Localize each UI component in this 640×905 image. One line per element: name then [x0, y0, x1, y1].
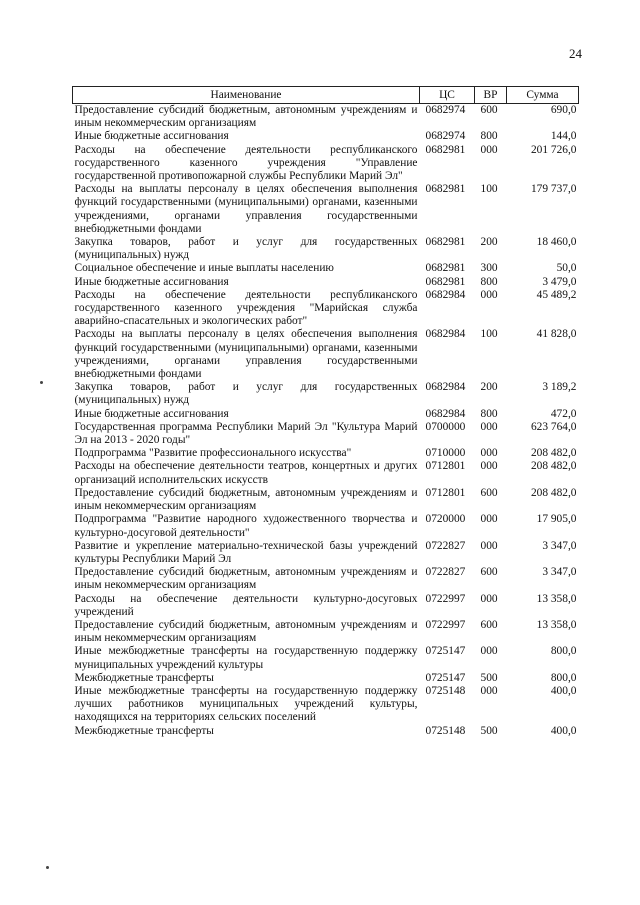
table-row	[73, 593, 579, 619]
table-row	[73, 421, 579, 447]
row-sum-cell: 690,0	[550, 104, 577, 116]
row-vr-cell: 800	[480, 275, 498, 288]
row-name-cell: Иные бюджетные ассигнования	[74, 407, 229, 420]
row-name-cell: Предоставление субсидий бюджетным, автономным учреждениям и иным некоммерческим организациям	[74, 618, 418, 645]
row-name-cell: Предоставление субсидий бюджетным, автономным учреждениям и иным некоммерческим организациям	[74, 486, 418, 513]
row-sum-cell: 208 482,0	[530, 486, 577, 499]
table-row	[73, 236, 579, 262]
row-sum-cell: 18 460,0	[536, 236, 577, 249]
row-cs-cell: 0682981	[425, 262, 466, 275]
table-row	[73, 381, 579, 407]
scan-speck	[46, 866, 49, 869]
table-row	[73, 289, 579, 329]
row-cs-cell: 0722997	[425, 618, 466, 631]
row-sum-cell: 800,0	[550, 645, 577, 658]
table-row	[73, 619, 579, 645]
table-row	[73, 262, 579, 275]
row-cs-cell: 0682981	[425, 143, 466, 156]
row-vr-cell: 000	[480, 420, 498, 433]
row-cs-cell: 0682984	[425, 328, 466, 341]
row-sum-cell: 50,0	[556, 262, 577, 275]
row-vr-cell: 000	[480, 645, 498, 658]
row-cs-cell: 0682984	[425, 288, 466, 301]
budget-table	[72, 86, 579, 738]
row-sum-cell: 3 189,2	[542, 381, 577, 394]
table-row	[73, 460, 579, 486]
row-vr-cell: 000	[480, 447, 498, 460]
row-vr-cell: 600	[480, 104, 498, 116]
table-row	[73, 144, 579, 184]
row-sum-cell: 144,0	[550, 130, 577, 143]
row-name-cell: Предоставление субсидий бюджетным, автономным учреждениям и иным некоммерческим организациям	[74, 566, 418, 592]
row-cs-cell: 0682984	[425, 381, 466, 394]
row-vr-cell: 000	[480, 460, 498, 473]
row-vr-cell: 500	[480, 724, 498, 737]
row-vr-cell: 500	[480, 671, 498, 684]
row-cs-cell: 0712801	[425, 486, 466, 499]
table-row	[73, 104, 579, 131]
row-vr-cell: 600	[480, 566, 498, 579]
row-sum-cell: 201 726,0	[530, 143, 577, 156]
table-row	[73, 672, 579, 685]
row-sum-cell: 45 489,2	[536, 288, 577, 301]
row-sum-cell: 400,0	[550, 684, 577, 697]
row-vr-cell: 000	[480, 288, 498, 301]
row-sum-cell: 13 358,0	[536, 592, 577, 605]
row-sum-cell: 472,0	[550, 407, 577, 420]
row-name-cell: Развитие и укрепление материально-технической базы учреждений культуры Республики Марий Эл	[74, 539, 418, 565]
row-cs-cell: 0682974	[425, 130, 466, 143]
row-cs-cell: 0725147	[425, 671, 466, 684]
row-name-cell: Иные бюджетные ассигнования	[74, 130, 229, 143]
scan-speck	[40, 381, 43, 384]
row-vr-cell: 000	[480, 684, 498, 697]
table-row	[73, 725, 579, 738]
row-vr-cell: 300	[480, 262, 498, 275]
row-name-cell: Иные бюджетные ассигнования	[74, 275, 229, 288]
row-vr-cell: 100	[480, 183, 498, 196]
row-cs-cell: 0722997	[425, 592, 466, 605]
row-name-cell: Государственная программа Республики Марий Эл "Культура Марий Эл на 2013 - 2020 годы"	[74, 420, 418, 447]
row-name-cell: Межбюджетные трансферты	[74, 724, 214, 737]
table-row	[73, 183, 579, 236]
row-cs-cell: 0682974	[425, 104, 466, 116]
row-cs-cell: 0700000	[425, 420, 466, 433]
row-vr-cell: 100	[480, 328, 498, 341]
column-header-name: Наименование	[73, 87, 420, 104]
row-sum-cell: 400,0	[550, 724, 577, 737]
row-sum-cell: 41 828,0	[536, 328, 577, 341]
row-cs-cell: 0682981	[425, 275, 466, 288]
row-cs-cell: 0712801	[425, 460, 466, 473]
row-cs-cell: 0710000	[425, 447, 466, 460]
row-sum-cell: 13 358,0	[536, 618, 577, 631]
table-row	[73, 566, 579, 592]
row-vr-cell: 600	[480, 618, 498, 631]
row-sum-cell: 208 482,0	[530, 460, 577, 473]
column-header-cs: ЦС	[420, 87, 475, 104]
row-cs-cell: 0725147	[425, 645, 466, 658]
row-vr-cell: 200	[480, 381, 498, 394]
row-sum-cell: 17 905,0	[536, 513, 577, 526]
table-row	[73, 645, 579, 671]
row-name-cell: Закупка товаров, работ и услуг для государственных (муниципальных) нужд	[74, 236, 418, 262]
row-vr-cell: 000	[480, 143, 498, 156]
table-row	[73, 513, 579, 539]
column-header-vr: ВР	[475, 87, 507, 104]
row-sum-cell: 3 347,0	[542, 566, 577, 579]
row-name-cell: Закупка товаров, работ и услуг для государственных (муниципальных) нужд	[74, 381, 418, 407]
table-row	[73, 276, 579, 289]
row-vr-cell: 800	[480, 407, 498, 420]
table-row	[73, 408, 579, 421]
table-row	[73, 130, 579, 143]
table-body	[73, 104, 579, 738]
row-sum-cell: 623 764,0	[530, 420, 577, 433]
row-sum-cell: 800,0	[550, 671, 577, 684]
row-name-cell: Предоставление субсидий бюджетным, автономным учреждениям и иным некоммерческим организациям	[74, 104, 418, 130]
row-name-cell: Межбюджетные трансферты	[74, 671, 214, 684]
table-row	[73, 540, 579, 566]
row-cs-cell: 0725148	[425, 684, 466, 697]
row-name-cell: Социальное обеспечение и иные выплаты населению	[74, 262, 334, 275]
header-row	[73, 87, 579, 104]
table-row	[73, 447, 579, 460]
table-header	[73, 87, 579, 104]
row-vr-cell: 200	[480, 236, 498, 249]
row-cs-cell: 0720000	[425, 513, 466, 526]
row-name-cell: Расходы на обеспечение деятельности республиканского государственного казенного учреждения "Управление государственной противопожарной службы Республики Марий Эл"	[74, 143, 418, 183]
row-sum-cell: 3 347,0	[542, 539, 577, 552]
row-name-cell: Иные межбюджетные трансферты на государственную поддержку лучших работников муниципальных учреждений культуры, находящихся на территориях сельских поселений	[74, 684, 418, 724]
row-cs-cell: 0722827	[425, 566, 466, 579]
row-cs-cell: 0682981	[425, 183, 466, 196]
row-vr-cell: 000	[480, 513, 498, 526]
table-row	[73, 685, 579, 725]
row-name-cell: Расходы на выплаты персоналу в целях обеспечения выполнения функций государственными (муниципальными) органами, казенными учреждениями, органами управления государственными внебюджетными фондами	[74, 183, 418, 235]
row-cs-cell: 0682984	[425, 407, 466, 420]
row-name-cell: Подпрограмма "Развитие профессионального искусства"	[74, 447, 352, 460]
row-name-cell: Расходы на выплаты персоналу в целях обеспечения выполнения функций государственными (муниципальными) органами, казенными учреждениями, органами управления государственными внебюджетными фондами	[74, 328, 418, 381]
row-sum-cell: 3 479,0	[542, 275, 577, 288]
row-name-cell: Подпрограмма "Развитие народного художественного творчества и культурно-досуговой деятельности"	[74, 513, 418, 539]
row-vr-cell: 000	[480, 539, 498, 552]
table-row	[73, 328, 579, 381]
row-vr-cell: 800	[480, 130, 498, 143]
page-number: 24	[569, 46, 582, 61]
row-name-cell: Расходы на обеспечение деятельности театров, концертных и других организаций исполнительских искусств	[74, 460, 418, 486]
row-sum-cell: 179 737,0	[530, 183, 577, 196]
row-vr-cell: 000	[480, 592, 498, 605]
row-vr-cell: 600	[480, 486, 498, 499]
column-header-sum: Сумма	[507, 87, 579, 104]
row-name-cell: Иные межбюджетные трансферты на государственную поддержку муниципальных учреждений культуры	[74, 645, 418, 671]
row-name-cell: Расходы на обеспечение деятельности культурно-досуговых учреждений	[74, 592, 418, 618]
row-cs-cell: 0682981	[425, 236, 466, 249]
row-name-cell: Расходы на обеспечение деятельности республиканского государственного казенного учреждения "Марийская служба аварийно-спасательных и экологических работ"	[74, 288, 418, 328]
budget-table-container	[72, 86, 578, 738]
row-cs-cell: 0722827	[425, 539, 466, 552]
row-cs-cell: 0725148	[425, 724, 466, 737]
row-sum-cell: 208 482,0	[530, 447, 577, 460]
table-row	[73, 487, 579, 513]
